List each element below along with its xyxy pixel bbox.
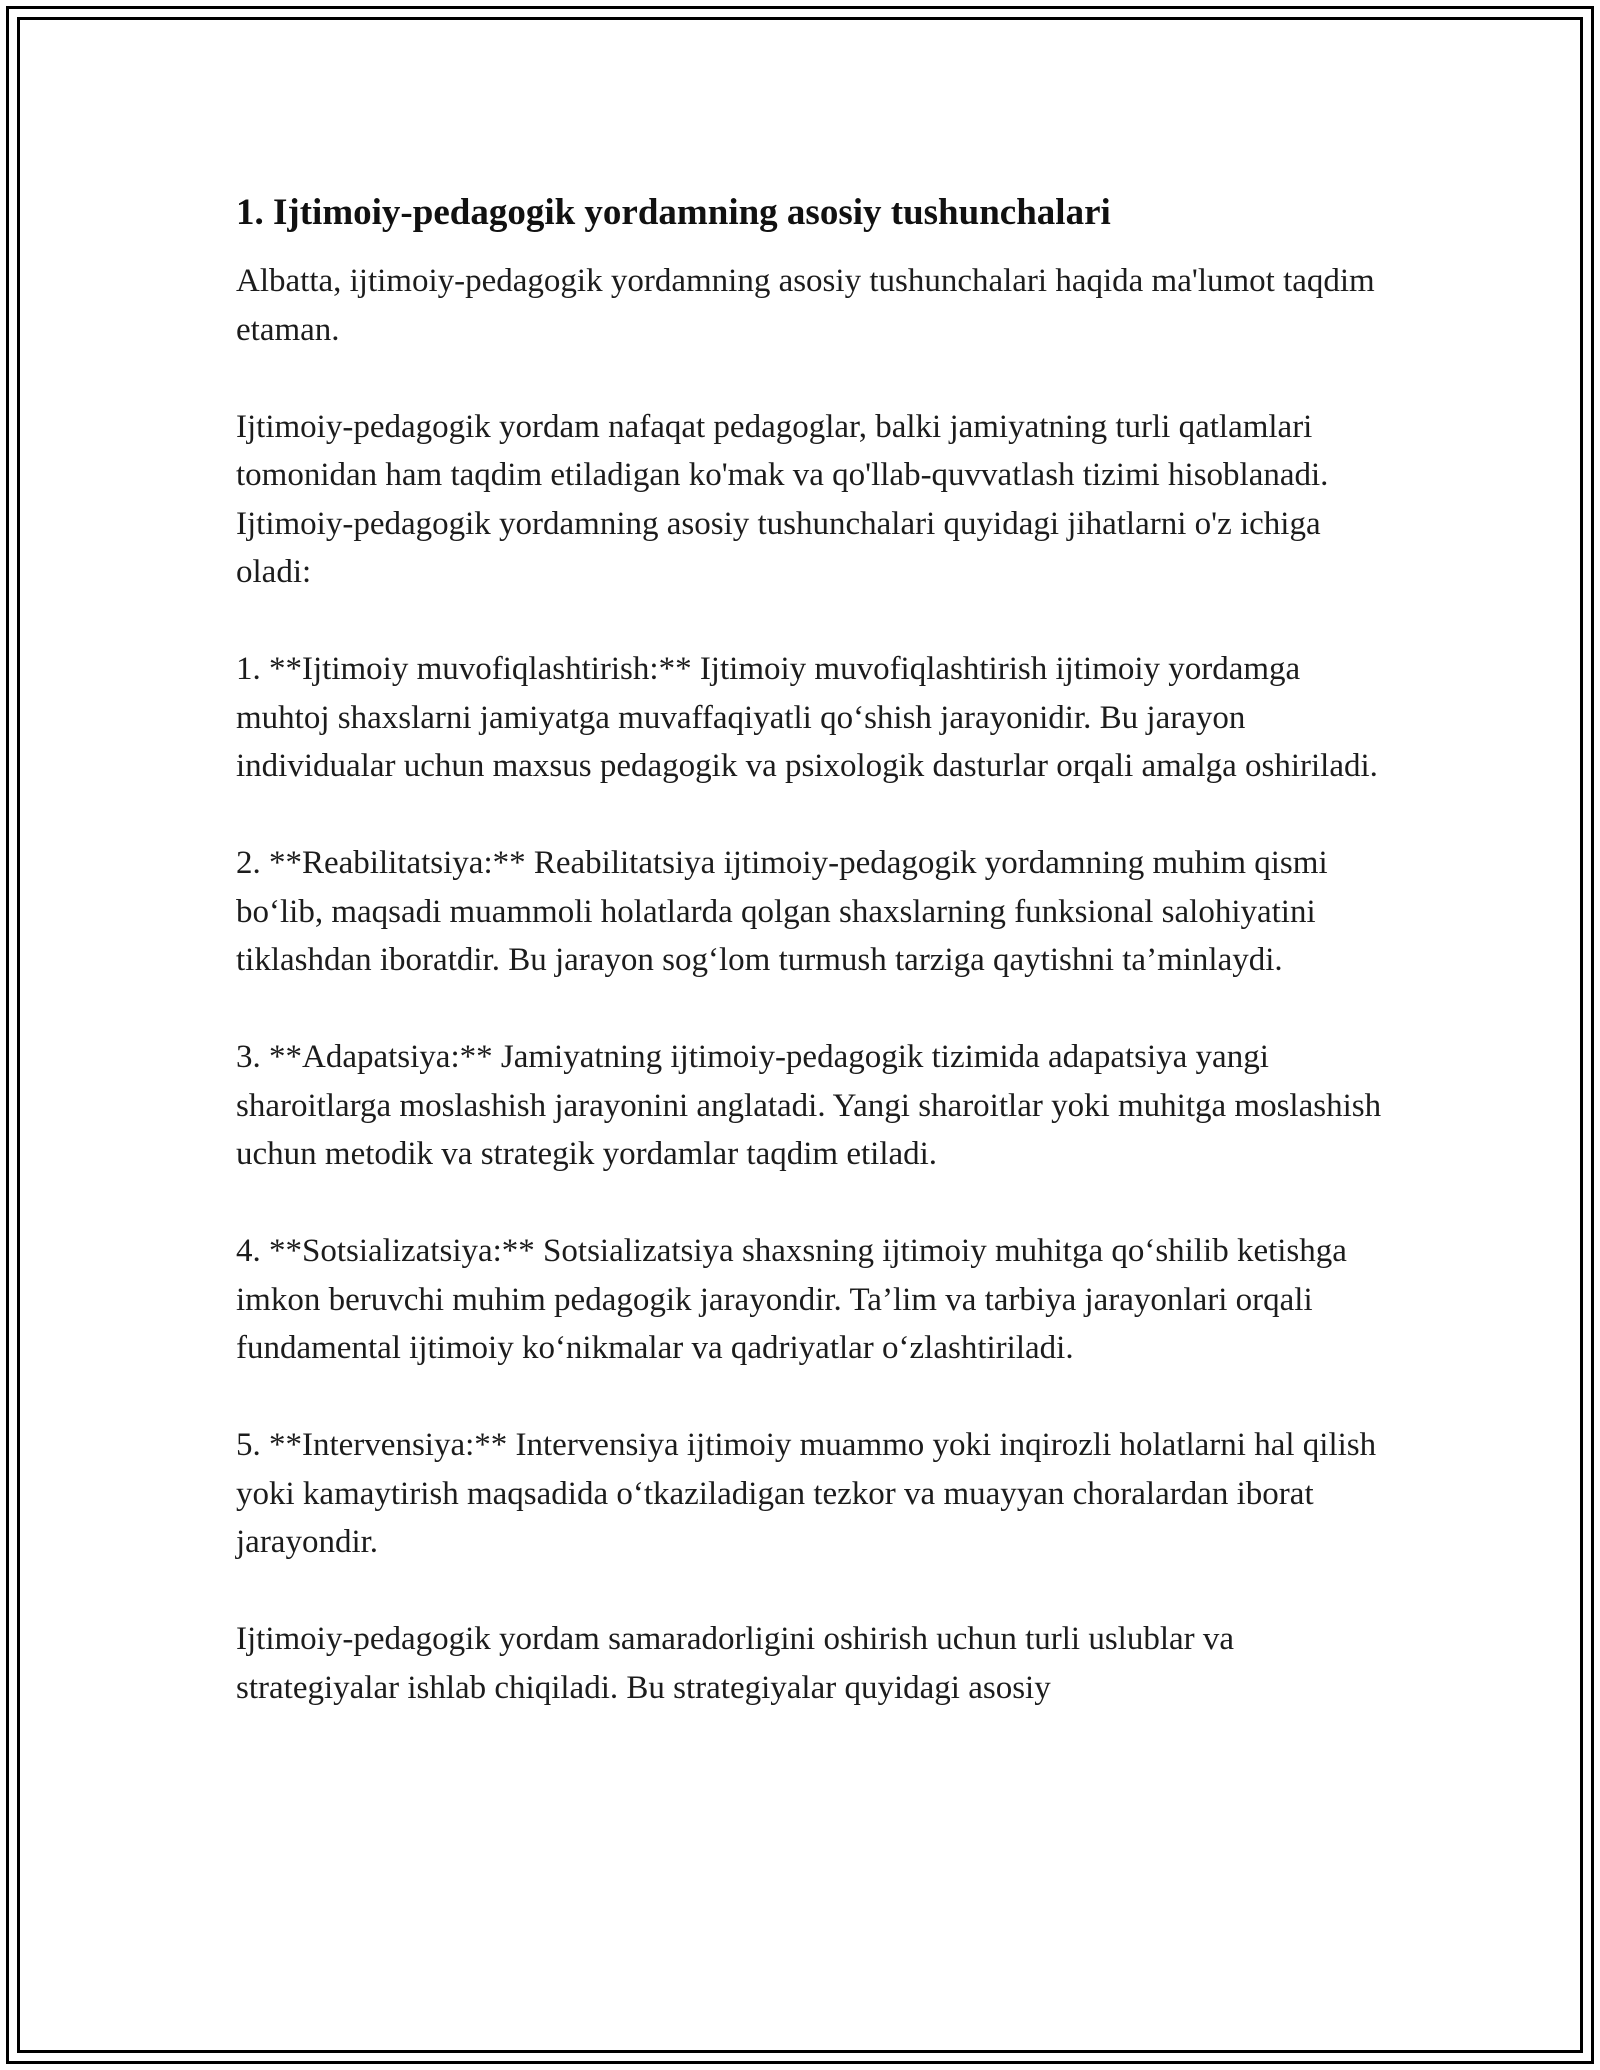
document-heading: 1. Ijtimoiy-pedagogik yordamning asosiy tushunchalari (236, 192, 1111, 233)
paragraph-closing: Ijtimoiy-pedagogik yordam samaradorligini oshirish uchun turli uslublar va strategiyalar ishlab chiqiladi. Bu strategiyalar quyidagi asosiy (236, 1621, 1235, 1706)
paragraph-item-5: 5. **Intervensiya:** Intervensiya ijtimoiy muammo yoki inqirozli holatlarni hal qilish yoki kamaytirish maqsadida o‘tkaziladigan tezkor va muayyan choralardan iborat jarayondir. (236, 1427, 1377, 1560)
paragraph-overview: Ijtimoiy-pedagogik yordam nafaqat pedagoglar, balki jamiyatning turli qatlamlari tomonidan ham taqdim etiladigan ko'mak va qo'llab-quvvatlash tizimi hisoblanadi. Ijtimoiy-pedagogik yordamning asosiy tushunchalari quyidagi jihatlarni o'z ichiga oladi: (236, 408, 1329, 590)
paragraph-item-4: 4. **Sotsializatsiya:** Sotsializatsiya shaxsning ijtimoiy muhitga qo‘shilib ketishga imkon beruvchi muhim pedagogik jarayondir. Ta’lim va tarbiya jarayonlari orqali fundamental ijtimoiy ko‘nikmalar va qadriyatlar o‘zlashtiriladi. (236, 1233, 1347, 1366)
paragraph-item-2: 2. **Reabilitatsiya:** Reabilitatsiya ijtimoiy-pedagogik yordamning muhim qismi bo‘lib, maqsadi muammoli holatlarda qolgan shaxslarning funksional salohiyatini tiklashdan iboratdir. Bu jarayon sog‘lom turmush tarziga qaytishni ta’minlaydi. (236, 845, 1328, 978)
paragraph-intro: Albatta, ijtimoiy-pedagogik yordamning asosiy tushunchalari haqida ma'lumot taqdim etaman. (236, 263, 1375, 348)
document-body (236, 185, 1396, 1761)
paragraph-item-3: 3. **Adapatsiya:** Jamiyatning ijtimoiy-pedagogik tizimida adapatsiya yangi sharoitlarga moslashish jarayonini anglatadi. Yangi sharoitlar yoki muhitga moslashish uchun metodik va strategik yordamlar taqdim etiladi. (236, 1039, 1382, 1172)
paragraph-item-1: 1. **Ijtimoiy muvofiqlashtirish:** Ijtimoiy muvofiqlashtirish ijtimoiy yordamga muhtoj shaxslarni jamiyatga muvaffaqiyatli qo‘shish jarayonidir. Bu jarayon individualar uchun maxsus pedagogik va psixologik dasturlar orqali amalga oshiriladi. (236, 651, 1378, 784)
